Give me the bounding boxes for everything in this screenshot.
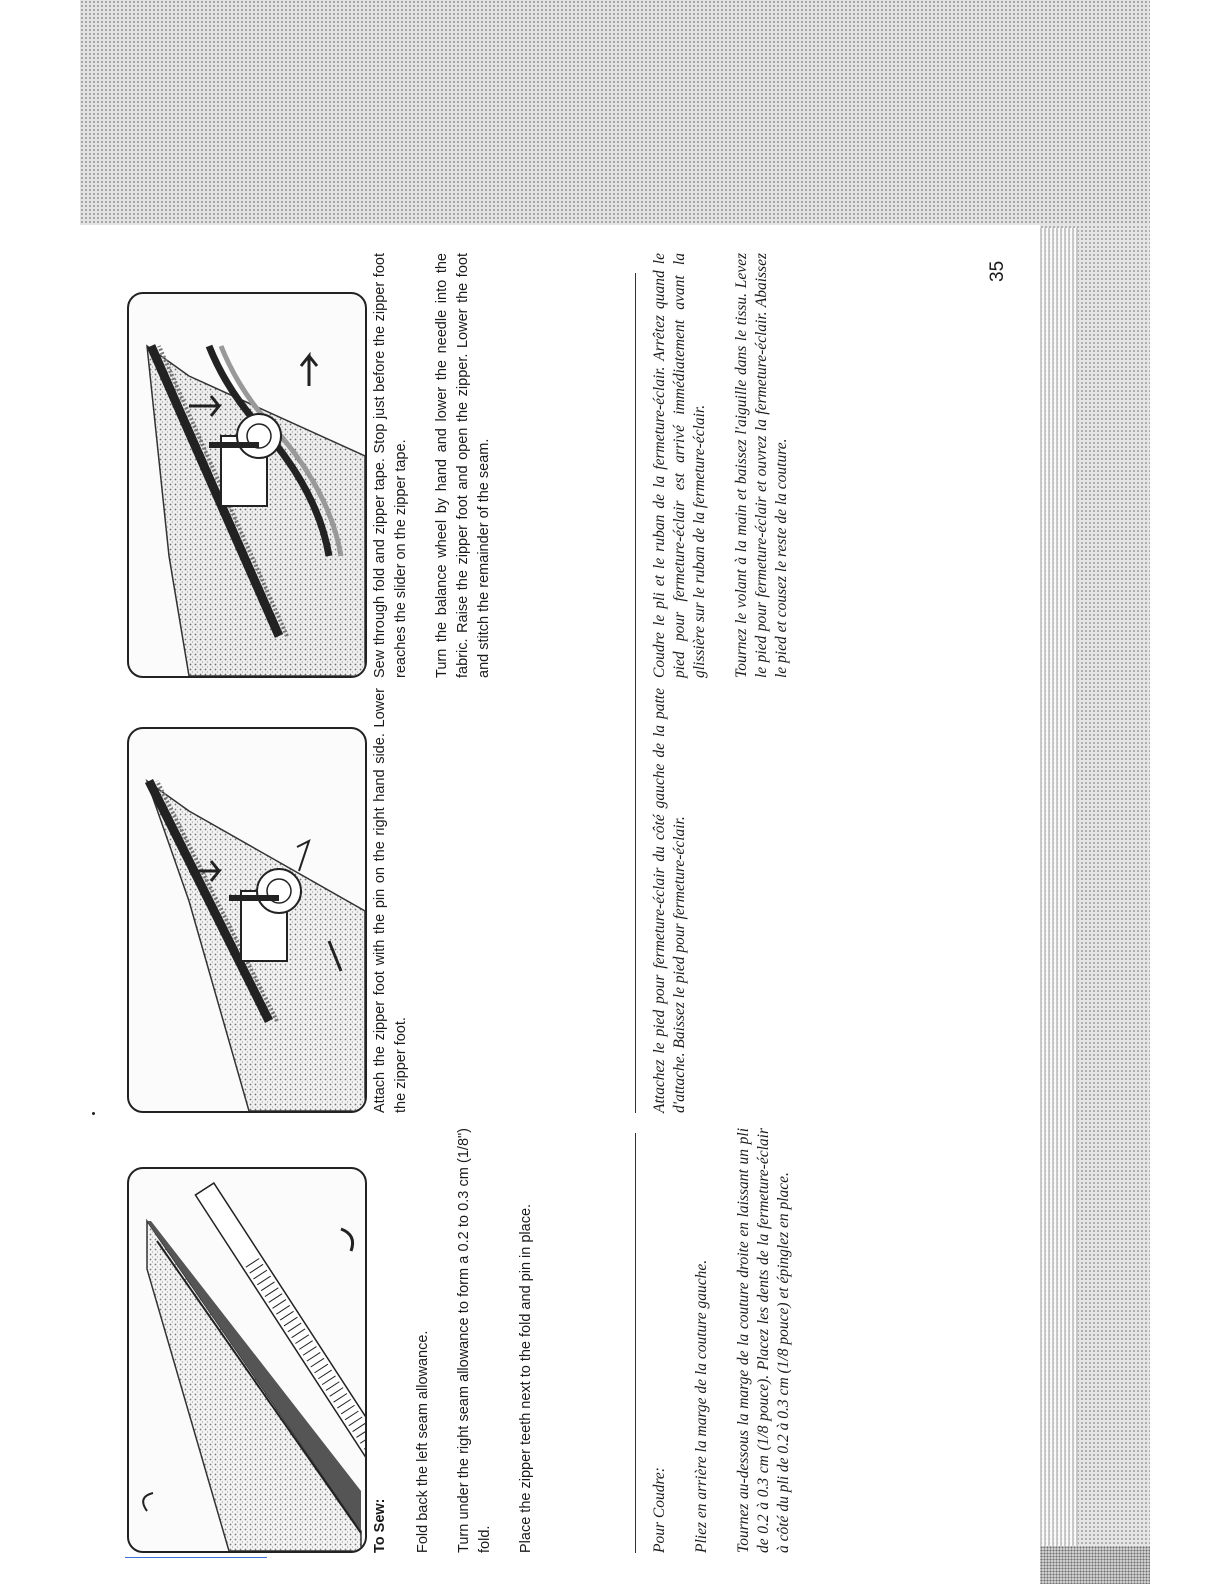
page-number: 35 — [987, 260, 1008, 282]
french-paragraph: Attachez le pied pour fermeture-éclair du côté gauche de la patte d'attache. Baissez le pied pour fermeture-éclair. — [651, 688, 688, 1113]
speck — [92, 1112, 95, 1115]
french-paragraph: Coudre le pli et le ruban de la fermeture-éclair. Arrêtez quand le pied pour fermeture-éclair est arrivé immédiatement avant la glissière sur le ruban de la fermeture-éclair. — [651, 253, 708, 678]
english-paragraph: Sew through fold and zipper tape. Stop just before the zipper foot reaches the slider on the zipper tape. — [372, 253, 409, 678]
scanner-bottom-strip — [1040, 1546, 1150, 1584]
french-instructions-2 — [650, 688, 712, 1113]
french-paragraph: Pliez en arrière la marge de la couture gauche. — [693, 1259, 710, 1553]
english-instructions-1 — [370, 1128, 557, 1553]
french-instructions-1 — [650, 1128, 816, 1553]
french-paragraph: Tournez le volant à la main et baissez l'aiguille dans le tissu. Levez le pied pour fermeture-éclair et ouvrez la fermeture-éclair. Abaissez le pied et cousez le reste de la couture. — [733, 253, 790, 678]
language-divider — [635, 1133, 636, 1553]
rotated-page-content — [105, 228, 1035, 1568]
column-1 — [105, 1113, 1035, 1553]
english-instructions-2 — [370, 688, 432, 1113]
language-divider — [635, 273, 636, 1113]
english-paragraph: Attach the zipper foot with the pin on the right hand side. Lower the zipper foot. — [372, 688, 409, 1113]
illustration-fold-and-pin — [127, 1167, 367, 1553]
english-paragraph: Turn under the right seam allowance to form a 0.2 to 0.3 cm (1/8") fold. — [456, 1128, 493, 1553]
illustration-sew-through-fold — [127, 292, 367, 678]
column-2 — [105, 673, 1035, 1113]
column-3 — [105, 238, 1035, 678]
scanner-background-top — [80, 0, 1150, 225]
section-heading-french: Pour Coudre: — [651, 1467, 668, 1553]
english-instructions-3 — [370, 253, 515, 678]
english-paragraph: Turn the balance wheel by hand and lower the needle into the fabric. Raise the zipper foot and open the zipper. Lower the foot and stitch the remainder of the seam. — [434, 253, 492, 678]
english-paragraph: Fold back the left seam allowance. — [415, 1330, 431, 1553]
page-edges — [1038, 228, 1078, 1548]
english-paragraph: Place the zipper teeth next to the fold and pin in place. — [518, 1203, 534, 1553]
french-paragraph: Tournez au-dessous la marge de la couture droite en laissant un pli de 0.2 à 0.3 cm (1/8 pouce). Placez les dents de la fermeture-éclair à côté du pli de 0.2 à 0.3 cm (1/8 pouce) et épinglez en place. — [735, 1128, 792, 1553]
illustration-attach-zipper-foot — [127, 727, 367, 1113]
french-instructions-3 — [650, 253, 814, 678]
section-heading-english: To Sew: — [372, 1498, 388, 1553]
